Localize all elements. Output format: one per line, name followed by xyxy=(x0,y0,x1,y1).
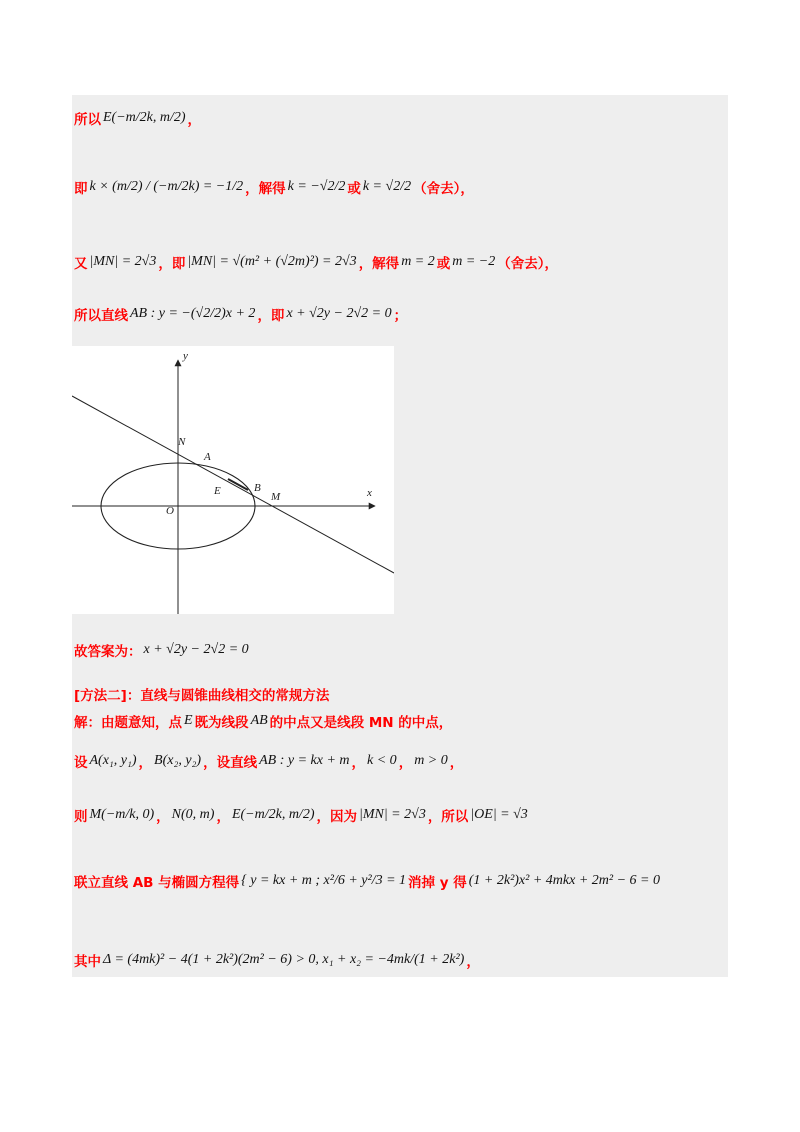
text-run: ，设直线 xyxy=(203,755,258,771)
math-expression: m = −2 xyxy=(452,254,496,269)
text-line-9 xyxy=(74,805,530,825)
text-run: 既为线段 xyxy=(194,715,249,731)
text-run: 故答案为： xyxy=(74,644,142,660)
text-run: ，所以 xyxy=(427,809,469,825)
math-expression: |MN| = √(m² + (√2m)²) = 2√3 xyxy=(187,254,357,269)
text-run: ， xyxy=(466,954,480,970)
text-run: 的中点又是线段 MN 的中点， xyxy=(269,715,453,731)
math-expression: E(−m/2k, m/2) xyxy=(103,110,186,125)
text-run: ，解得 xyxy=(245,181,286,197)
text-line-1 xyxy=(74,108,201,128)
text-line-10 xyxy=(74,871,662,891)
text-run: 或 xyxy=(436,256,451,272)
math-expression: k × (m/2) / (−m/2k) = −1/2 xyxy=(89,179,244,194)
text-run: （舍去）， xyxy=(497,256,559,272)
text-run: 又 xyxy=(74,256,88,272)
text-run: （舍去）， xyxy=(413,181,474,197)
text-run: [方法二]：直线与圆锥曲线相交的常规方法 xyxy=(74,688,330,704)
math-expression: M(−m/k, 0) xyxy=(89,807,155,822)
label-x: x xyxy=(367,487,372,499)
math-expression: N(0, m) xyxy=(171,807,215,822)
math-expression: |OE| = √3 xyxy=(470,807,528,822)
text-line-11 xyxy=(74,950,480,970)
math-expression: k = −√2/2 xyxy=(287,179,346,194)
text-line-7 xyxy=(74,711,452,731)
math-expression: E(−m/2k, m/2) xyxy=(231,807,315,822)
text-line-3 xyxy=(74,252,558,272)
text-run: ，因为 xyxy=(316,809,357,825)
math-expression: x + √2y − 2√2 = 0 xyxy=(286,306,392,321)
text-run: 或 xyxy=(347,181,361,197)
text-run: 即 xyxy=(74,181,88,197)
label-E: E xyxy=(214,485,221,497)
text-run: ， xyxy=(156,809,170,825)
math-expression: |MN| = 2√3 xyxy=(358,807,426,822)
math-expression: |MN| = 2√3 xyxy=(89,254,157,269)
text-run: 则 xyxy=(74,809,88,825)
text-run: ， xyxy=(351,755,366,771)
math-expression: m = 2 xyxy=(401,254,435,269)
text-line-4 xyxy=(74,304,407,324)
text-run: ，解得 xyxy=(358,256,400,272)
text-run: 所以 xyxy=(74,112,101,128)
text-run: ， xyxy=(187,112,202,128)
label-B: B xyxy=(254,482,261,494)
text-run: 消掉 y 得 xyxy=(408,875,467,891)
math-expression: m > 0 xyxy=(414,753,448,768)
label-O: O xyxy=(166,505,174,517)
text-run: 设 xyxy=(74,755,88,771)
line-ab xyxy=(72,396,394,573)
text-run: ， xyxy=(398,755,413,771)
math-expression: AB xyxy=(250,713,268,728)
math-expression: { y = kx + m ; x²/6 + y²/3 = 1 xyxy=(241,873,407,888)
label-M: M xyxy=(271,491,281,503)
text-run: ， xyxy=(449,755,464,771)
label-y: y xyxy=(183,350,188,362)
text-run: ； xyxy=(393,308,408,324)
text-run: ， xyxy=(138,755,153,771)
text-run: 联立直线 AB 与椭圆方程得 xyxy=(74,875,240,891)
text-line-5 xyxy=(74,640,251,660)
math-expression: A(x₁, y₁) xyxy=(89,753,137,768)
math-expression: Δ = (4mk)² − 4(1 + 2k²)(2m² − 6) > 0, x₁ + x₂ = −4mk/(1 + 2k²) xyxy=(103,952,465,967)
math-expression: k < 0 xyxy=(367,753,397,768)
math-expression: k = √2/2 xyxy=(362,179,412,194)
label-A: A xyxy=(204,451,211,463)
text-run: 其中 xyxy=(74,954,101,970)
text-line-6 xyxy=(74,684,329,704)
text-run: ， xyxy=(216,809,230,825)
text-run: ，即 xyxy=(158,256,186,272)
math-expression: E xyxy=(184,713,193,728)
math-expression: (1 + 2k²)x² + 4mkx + 2m² − 6 = 0 xyxy=(468,873,660,888)
ellipse-line-figure xyxy=(72,346,394,614)
label-N: N xyxy=(178,436,186,448)
figure-svg xyxy=(72,346,394,614)
math-expression: x + √2y − 2√2 = 0 xyxy=(143,642,249,657)
text-line-2 xyxy=(74,177,474,197)
math-expression: AB : y = −(√2/2)x + 2 xyxy=(130,306,256,321)
text-run: 所以直线 xyxy=(74,308,128,324)
math-expression: B(x₂, y₂) xyxy=(154,753,202,768)
text-run: ，即 xyxy=(257,308,285,324)
text-line-8 xyxy=(74,751,463,771)
text-run: 解：由题意知，点 xyxy=(74,715,182,731)
math-expression: AB : y = kx + m xyxy=(259,753,350,768)
